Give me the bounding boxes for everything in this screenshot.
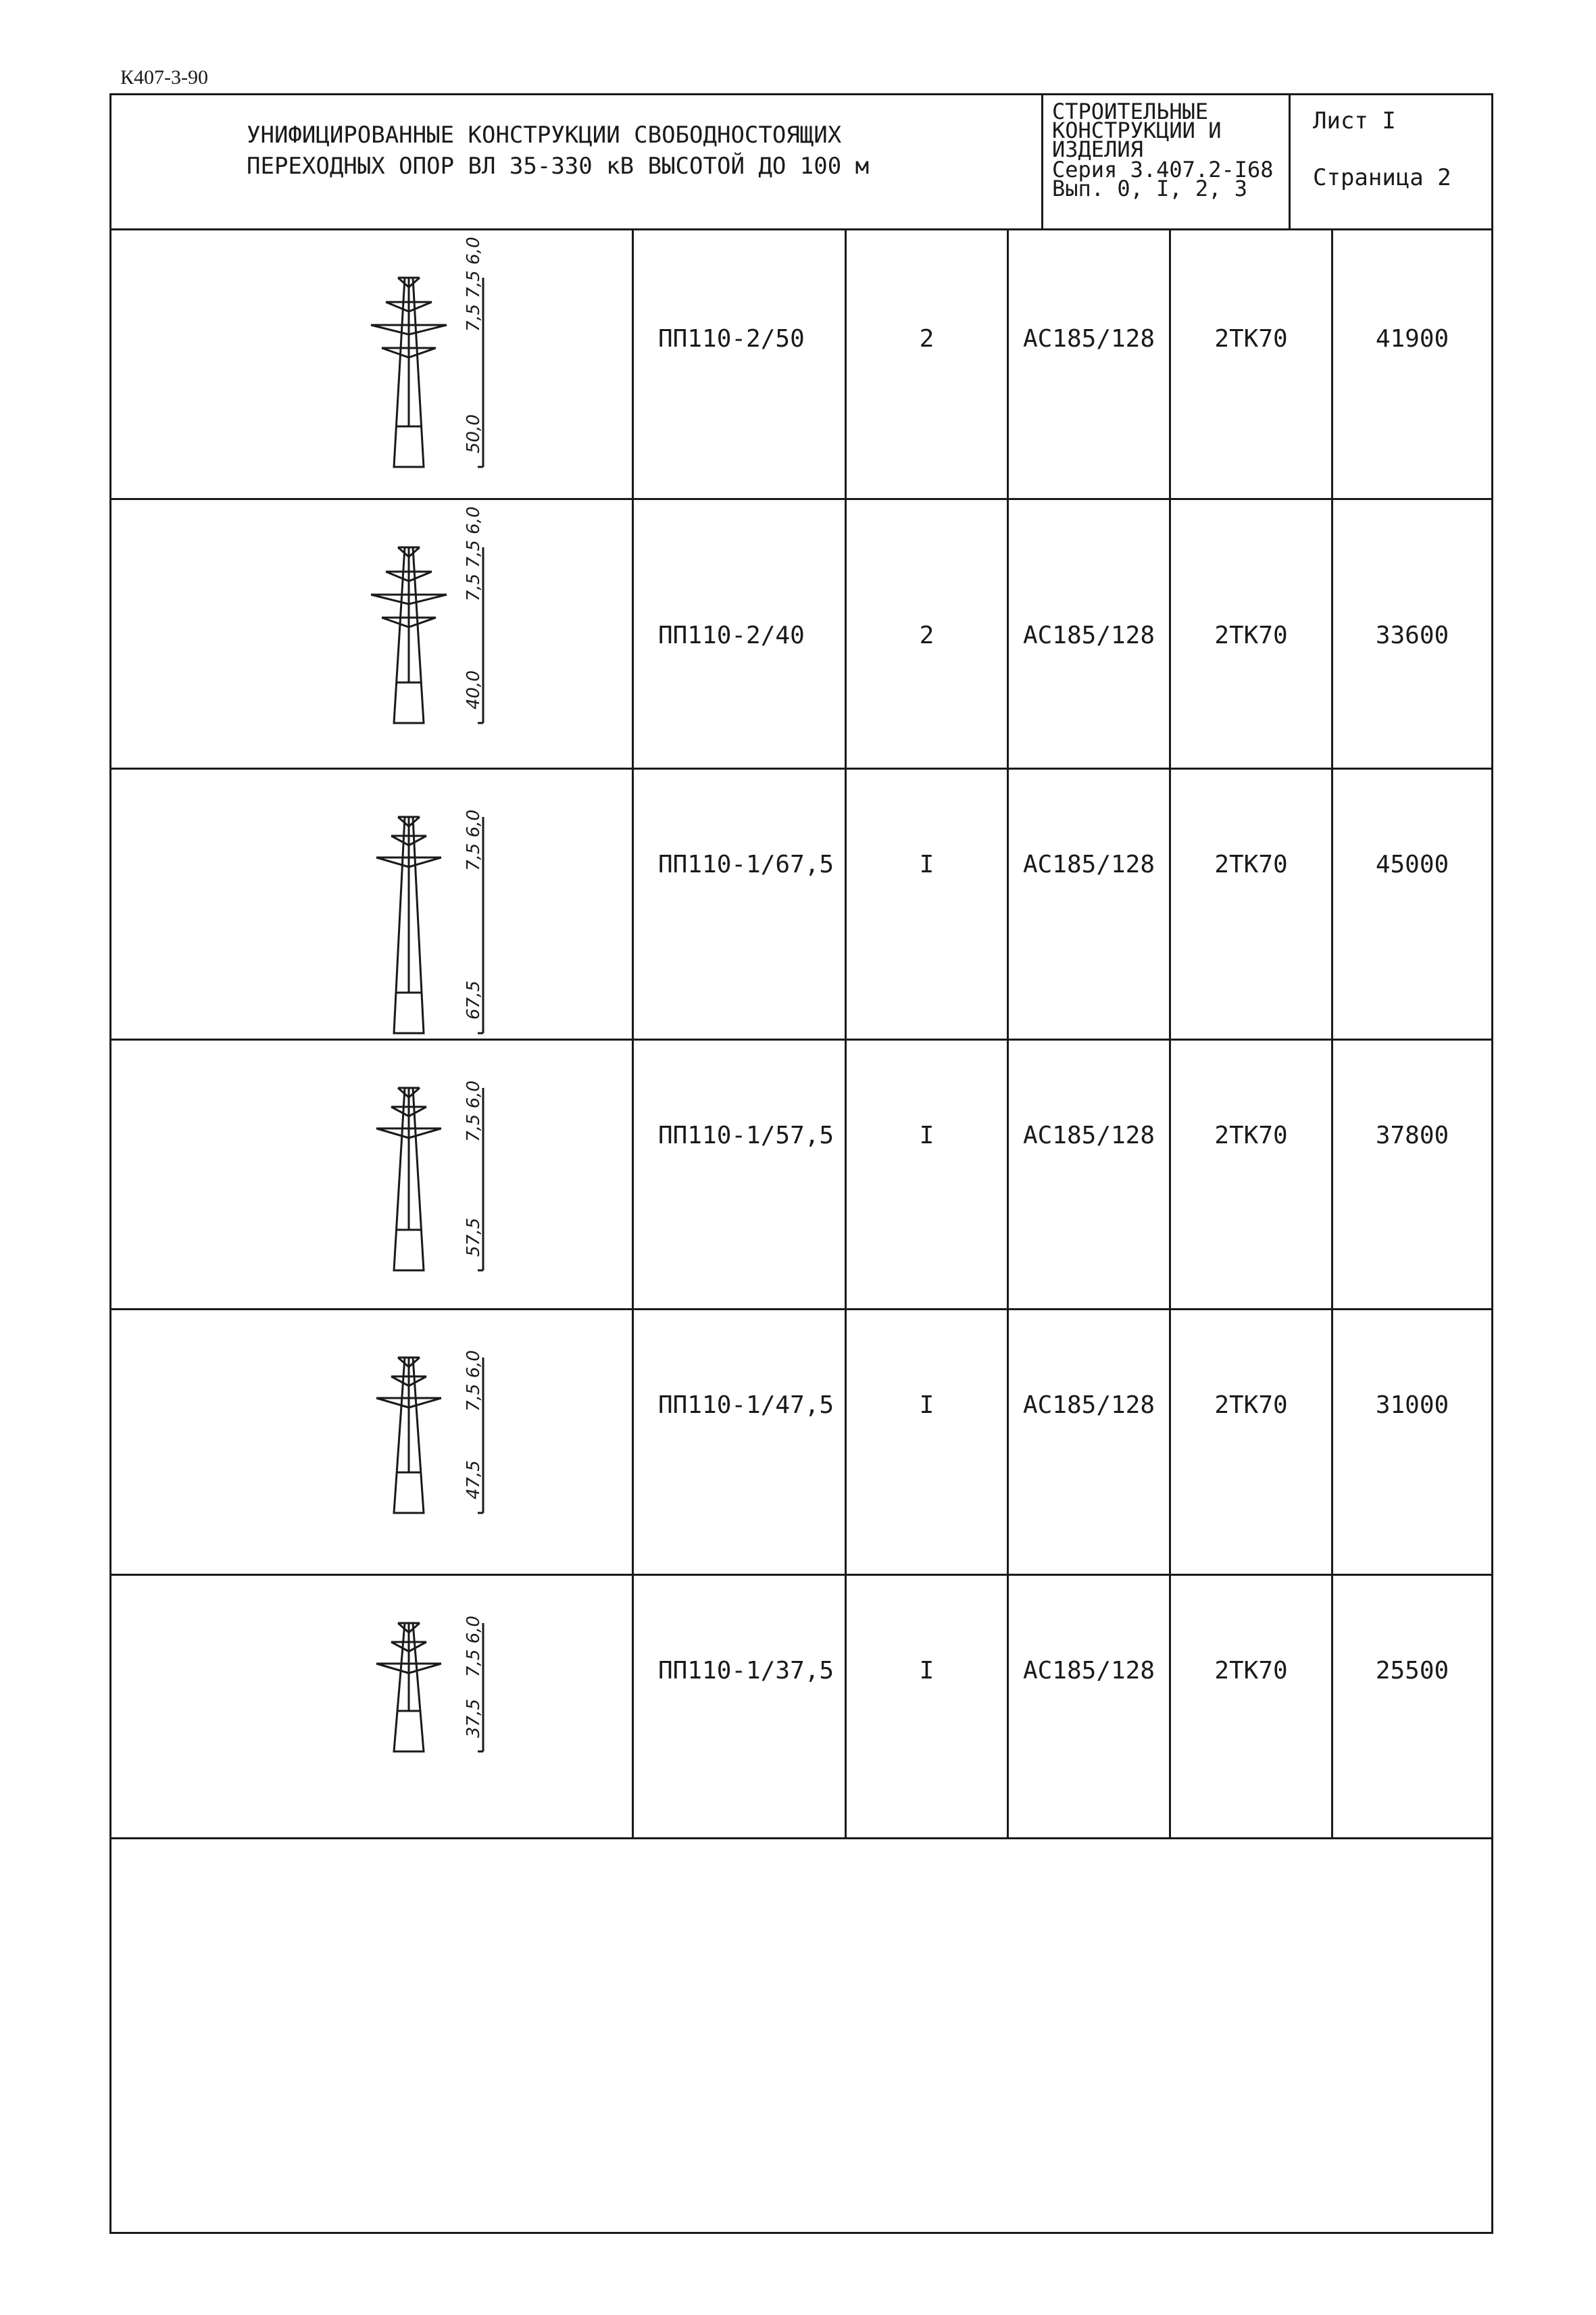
document-code: К407-3-90 bbox=[120, 66, 208, 89]
row-line bbox=[111, 498, 1491, 500]
cell-wire: АС185/128 bbox=[1022, 325, 1155, 353]
row-line bbox=[111, 1308, 1491, 1310]
cell-circuits: I bbox=[919, 851, 934, 878]
dimension-upper: 7,5 6,0 bbox=[464, 1350, 484, 1412]
tower-sketch bbox=[341, 810, 517, 1060]
column-line bbox=[845, 230, 847, 1839]
row-line bbox=[111, 1039, 1491, 1041]
page-number: Страница 2 bbox=[1313, 164, 1451, 191]
title-line-2: ПЕРЕХОДНЫХ ОПОР ВЛ 35-330 кВ ВЫСОТОЙ ДО 100 м bbox=[247, 153, 870, 180]
row-line bbox=[111, 768, 1491, 770]
tower-sketch bbox=[341, 1081, 517, 1297]
cell-type: ПП110-1/57,5 bbox=[658, 1122, 834, 1149]
stamp-issues: Вып. 0, I, 2, 3 bbox=[1052, 176, 1247, 201]
tower-sketch bbox=[341, 237, 517, 494]
cell-type: ПП110-2/50 bbox=[658, 325, 805, 353]
cell-wire: АС185/128 bbox=[1022, 622, 1155, 649]
dimension-lower: 50,0 bbox=[464, 414, 484, 453]
dimension-lower: 67,5 bbox=[464, 980, 484, 1020]
cell-circuits: I bbox=[919, 1122, 934, 1149]
cell-cable: 2ТК70 bbox=[1214, 1391, 1288, 1419]
stamp-line-2: КОНСТРУКЦИИ И bbox=[1052, 118, 1222, 143]
tower-sketch bbox=[341, 506, 517, 750]
cell-circuits: I bbox=[919, 1657, 934, 1685]
cell-mass: 41900 bbox=[1375, 325, 1449, 353]
header-bottom-border bbox=[111, 228, 1491, 230]
cell-circuits: 2 bbox=[919, 325, 934, 353]
dimension-lower: 47,5 bbox=[464, 1460, 484, 1499]
column-line bbox=[632, 230, 634, 1839]
cell-type: ПП110-1/67,5 bbox=[658, 851, 834, 878]
cell-circuits: I bbox=[919, 1391, 934, 1419]
cell-cable: 2ТК70 bbox=[1214, 1657, 1288, 1685]
header-divider bbox=[1289, 95, 1291, 230]
stamp-line-1: СТРОИТЕЛЬНЫЕ bbox=[1052, 99, 1209, 124]
dimension-lower: 37,5 bbox=[464, 1699, 484, 1738]
dimension-lower: 57,5 bbox=[464, 1218, 484, 1257]
sheet-number: Лист I bbox=[1313, 107, 1396, 134]
cell-type: ПП110-2/40 bbox=[658, 622, 805, 649]
column-line bbox=[1331, 230, 1333, 1839]
row-line bbox=[111, 1574, 1491, 1576]
cell-mass: 25500 bbox=[1375, 1657, 1449, 1685]
dimension-upper: 7,5 7,5 6,0 bbox=[464, 506, 484, 601]
column-line bbox=[1007, 230, 1009, 1839]
cell-wire: АС185/128 bbox=[1022, 851, 1155, 878]
cell-cable: 2ТК70 bbox=[1214, 622, 1288, 649]
stamp-series: Серия 3.407.2-I68 bbox=[1052, 157, 1274, 182]
cell-cable: 2ТК70 bbox=[1214, 851, 1288, 878]
stamp-line-3: ИЗДЕЛИЯ bbox=[1052, 136, 1143, 162]
cell-mass: 31000 bbox=[1375, 1391, 1449, 1419]
cell-type: ПП110-1/37,5 bbox=[658, 1657, 834, 1685]
column-line bbox=[1169, 230, 1171, 1839]
cell-circuits: 2 bbox=[919, 622, 934, 649]
header-divider bbox=[1041, 95, 1043, 230]
dimension-upper: 7,5 6,0 bbox=[464, 1080, 484, 1142]
cell-mass: 33600 bbox=[1375, 622, 1449, 649]
dimension-upper: 7,5 6,0 bbox=[464, 1616, 484, 1677]
cell-mass: 37800 bbox=[1375, 1122, 1449, 1149]
dimension-lower: 40,0 bbox=[464, 670, 484, 710]
cell-cable: 2ТК70 bbox=[1214, 325, 1288, 353]
title-line-1: УНИФИЦИРОВАННЫЕ КОНСТРУКЦИИ СВОБОДНОСТОЯЩИХ bbox=[247, 122, 842, 149]
tower-sketch bbox=[341, 1616, 517, 1778]
tower-sketch bbox=[341, 1351, 517, 1540]
cell-type: ПП110-1/47,5 bbox=[658, 1391, 834, 1419]
cell-wire: АС185/128 bbox=[1022, 1122, 1155, 1149]
cell-mass: 45000 bbox=[1375, 851, 1449, 878]
row-line bbox=[111, 1837, 1491, 1839]
cell-cable: 2ТК70 bbox=[1214, 1122, 1288, 1149]
dimension-upper: 7,5 7,5 6,0 bbox=[464, 237, 484, 332]
cell-wire: АС185/128 bbox=[1022, 1657, 1155, 1685]
drawing-sheet bbox=[109, 93, 1493, 2234]
dimension-upper: 7,5 6,0 bbox=[464, 810, 484, 871]
cell-wire: АС185/128 bbox=[1022, 1391, 1155, 1419]
